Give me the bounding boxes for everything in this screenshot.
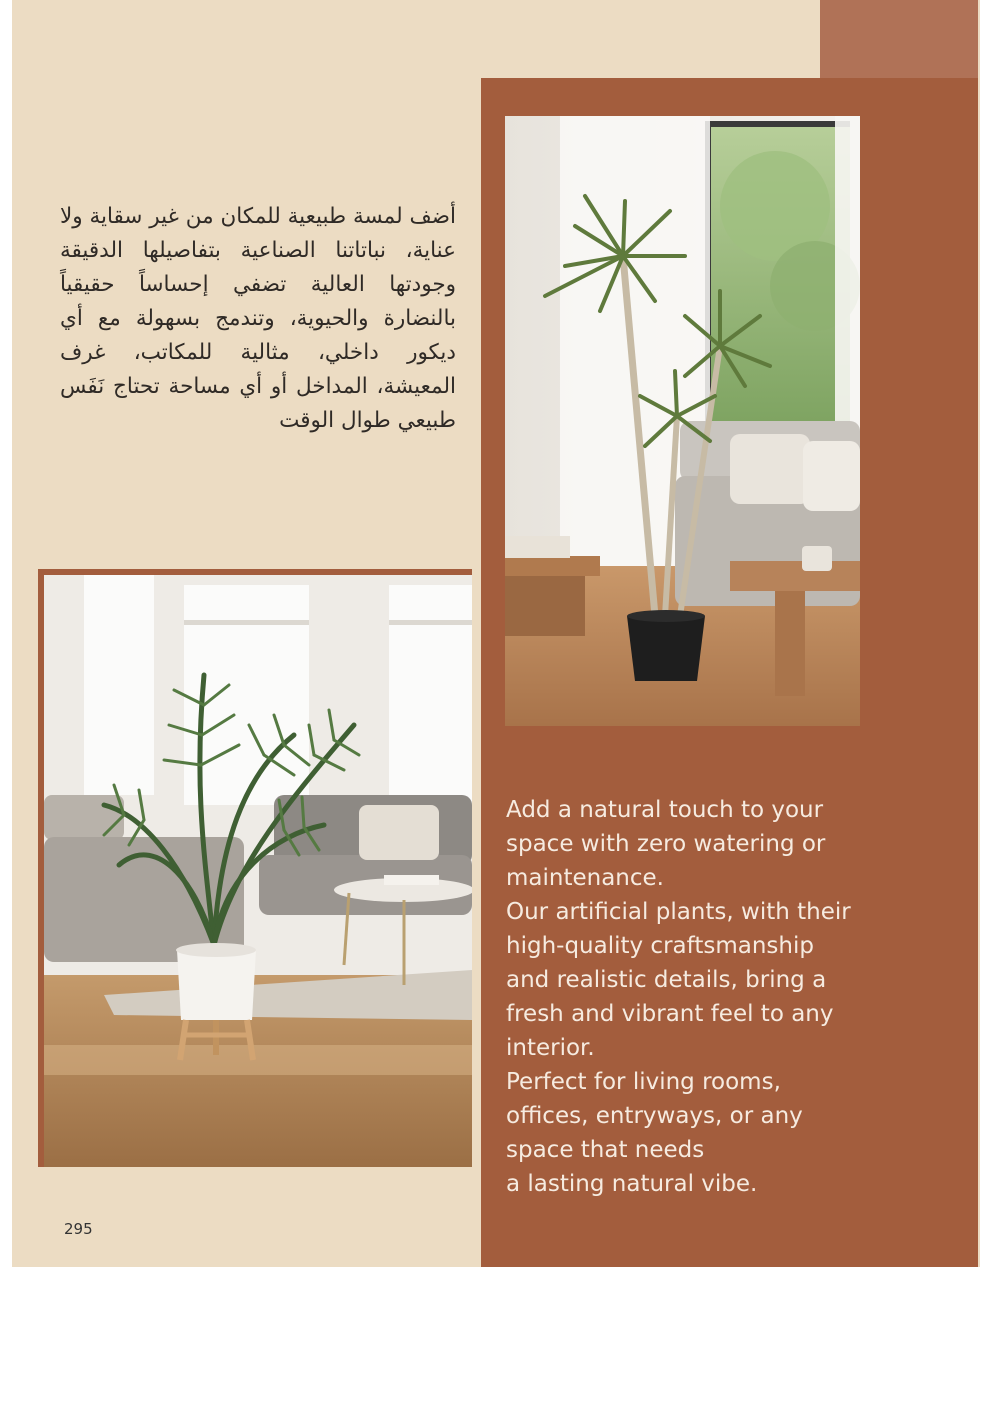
page-number: 295 — [64, 1220, 93, 1238]
top-product-photo — [505, 116, 860, 726]
arabic-description: أضف لمسة طبيعية للمكان من غير سقاية ولا عناية، نباتاتنا الصناعية بتفاصيلها الدقيقة وجودتها العالية تضفي إحساساً حقيقياً بالنضارة والحيوية، وتندمج بسهولة مع أي ديكور داخلي، مثالية للمكاتب، غرف المعيشة، المداخل أو أي مساحة تحتاج نَفَس طبيعي طوال الوقت — [60, 204, 456, 433]
english-description: Add a natural touch to your space with zero watering or maintenance. Our artificial plants, with their high-quality craftsmanship and realistic details, bring a fresh and vibrant feel to any interior. Perfect for living rooms, offices, entryways, or any space that needs a lasting natural vibe. — [506, 797, 851, 1197]
left-product-photo — [44, 575, 472, 1167]
corner-tab-decoration — [820, 0, 978, 78]
